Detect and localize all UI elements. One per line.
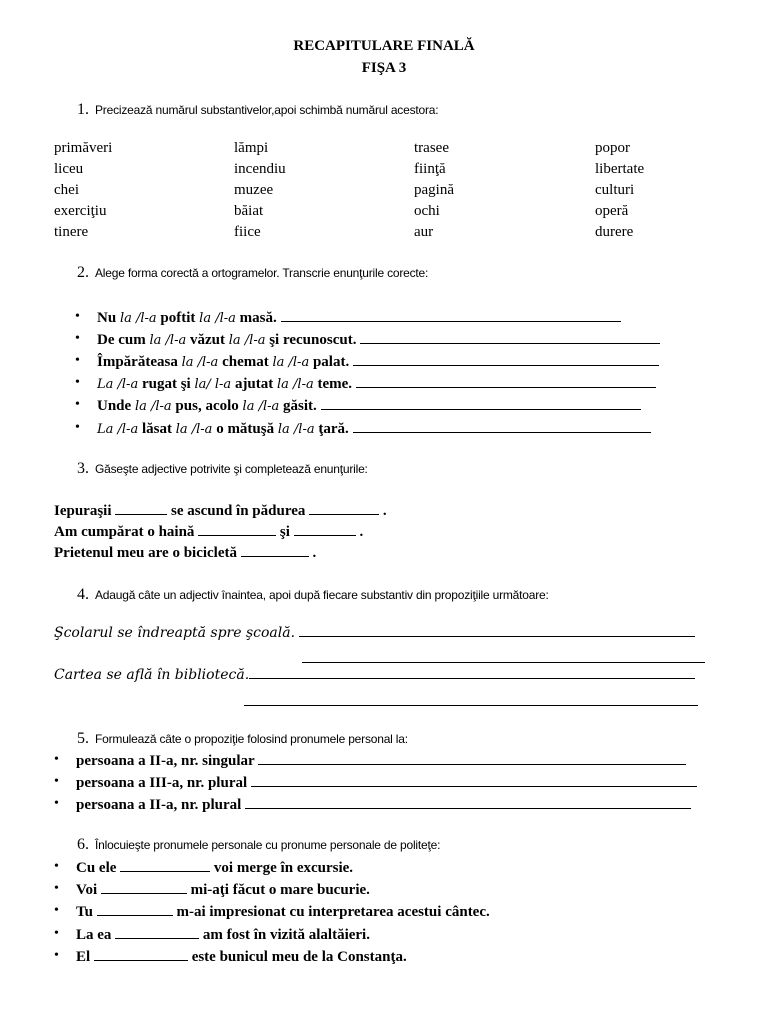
politeness-item-3: Tu m-ai impresionat cu interpretarea acestui cântec. [76,904,490,920]
question-number: 2. [77,264,89,281]
bullet: • [54,881,59,896]
answer-blank[interactable] [353,353,659,366]
sentence-4: La /l-a rugat şi la/ l-a ajutat la /l-a teme. [97,375,656,393]
politeness-item-5: El este bunicul meu de la Constanţa. [76,949,407,965]
bullet: • [75,420,80,435]
word: operă [595,203,629,219]
word: liceu [54,161,84,177]
question-1 [77,101,438,119]
answer-blank[interactable] [258,752,686,765]
word: pagină [414,182,454,198]
pronoun-item-1: persoana a II-a, nr. singular [76,752,686,770]
answer-blank[interactable] [115,502,167,515]
answer-blank[interactable] [198,523,276,536]
answer-blank[interactable] [245,796,691,809]
question-text: Găseşte adjective potrivite şi completează enunţurile: [95,462,368,476]
question-5 [77,730,408,748]
question-text: Înlocuieşte pronumele personale cu pronume personale de politeţe: [95,838,441,852]
pronoun-item-2: persoana a III-a, nr. plural [76,774,697,792]
word: muzee [234,182,274,198]
question-text: Adaugă câte un adjectiv înaintea, apoi după fiecare substantiv din propoziţiile următoare: [95,588,549,602]
answer-blank[interactable] [353,420,651,433]
bullet: • [54,752,59,767]
word: exerciţiu [54,203,107,219]
answer-blank[interactable] [244,693,698,706]
word: culturi [595,182,635,198]
sentence-1: Nu la /l-a poftit la /l-a masă. [97,309,621,327]
bullet: • [75,375,80,390]
answer-blank[interactable] [249,666,695,679]
bullet: • [54,859,59,874]
fill-line-2: Am cumpărat o haină şi . [54,524,364,540]
bullet: • [75,309,80,324]
word: ochi [414,203,440,219]
bullet: • [54,774,59,789]
bullet: • [75,353,80,368]
word: primăveri [54,140,113,156]
answer-blank[interactable] [97,903,173,916]
word: chei [54,182,79,198]
bullet: • [54,926,59,941]
bullet: • [54,948,59,963]
page-subtitle: FIŞA 3 [361,60,407,76]
politeness-item-1: Cu ele voi merge în excursie. [76,860,354,876]
answer-blank[interactable] [120,859,210,872]
question-number: 4. [77,586,89,603]
answer-blank[interactable] [309,502,379,515]
question-3 [77,460,368,478]
fill-line-1: Iepuraşii se ascund în pădurea . [54,503,387,519]
pronoun-item-3: persoana a II-a, nr. plural [76,796,691,814]
politeness-item-4: La ea am fost în vizită alaltăieri. [76,927,370,943]
word: fiice [234,224,261,240]
answer-blank[interactable] [251,774,697,787]
answer-blank[interactable] [299,624,695,637]
word: tinere [54,224,89,240]
word: băiat [234,203,264,219]
answer-blank[interactable] [94,948,188,961]
sentence-3: Împărăteasa la /l-a chemat la /l-a palat. [97,353,659,371]
word: trasee [414,140,449,156]
sentence-line-2: Cartea se află în bibliotecă. [54,666,695,684]
bullet: • [54,903,59,918]
answer-blank[interactable] [115,926,199,939]
answer-blank[interactable] [356,375,656,388]
answer-blank[interactable] [101,881,187,894]
question-number: 1. [77,101,89,118]
word: lămpi [234,140,269,156]
question-6 [77,836,440,854]
word: fiinţă [414,161,446,177]
question-2 [77,264,428,282]
sentence-line-1: Şcolarul se îndreaptă spre şcoală. [54,624,695,642]
word: durere [595,224,634,240]
answer-blank[interactable] [281,309,621,322]
question-text: Formulează câte o propoziţie folosind pronumele personal la: [95,732,408,746]
question-number: 3. [77,460,89,477]
question-text: Alege forma corectă a ortogramelor. Transcrie enunţurile corecte: [95,266,429,280]
word: aur [414,224,434,240]
bullet: • [54,796,59,811]
answer-blank[interactable] [360,331,660,344]
sentence-2: De cum la /l-a văzut la /l-a şi recunoscut. [97,331,660,349]
answer-blank[interactable] [294,523,356,536]
question-number: 6. [77,836,89,853]
word: incendiu [234,161,286,177]
question-text: Precizează numărul substantivelor,apoi schimbă numărul acestora: [95,103,439,117]
answer-blank[interactable] [302,650,705,663]
answer-blank[interactable] [321,397,641,410]
sentence-5: Unde la /l-a pus, acolo la /l-a găsit. [97,397,641,415]
word: popor [595,140,630,156]
answer-blank[interactable] [241,544,309,557]
page-title: RECAPITULARE FINALĂ [293,38,475,54]
bullet: • [75,331,80,346]
question-4 [77,586,549,604]
politeness-item-2: Voi mi-aţi făcut o mare bucurie. [76,882,370,898]
sentence-6: La /l-a lăsat la /l-a o mătuşă la /l-a ţară. [97,420,651,438]
question-number: 5. [77,730,89,747]
word: libertate [595,161,645,177]
fill-line-3: Prietenul meu are o bicicletă . [54,545,317,561]
bullet: • [75,397,80,412]
